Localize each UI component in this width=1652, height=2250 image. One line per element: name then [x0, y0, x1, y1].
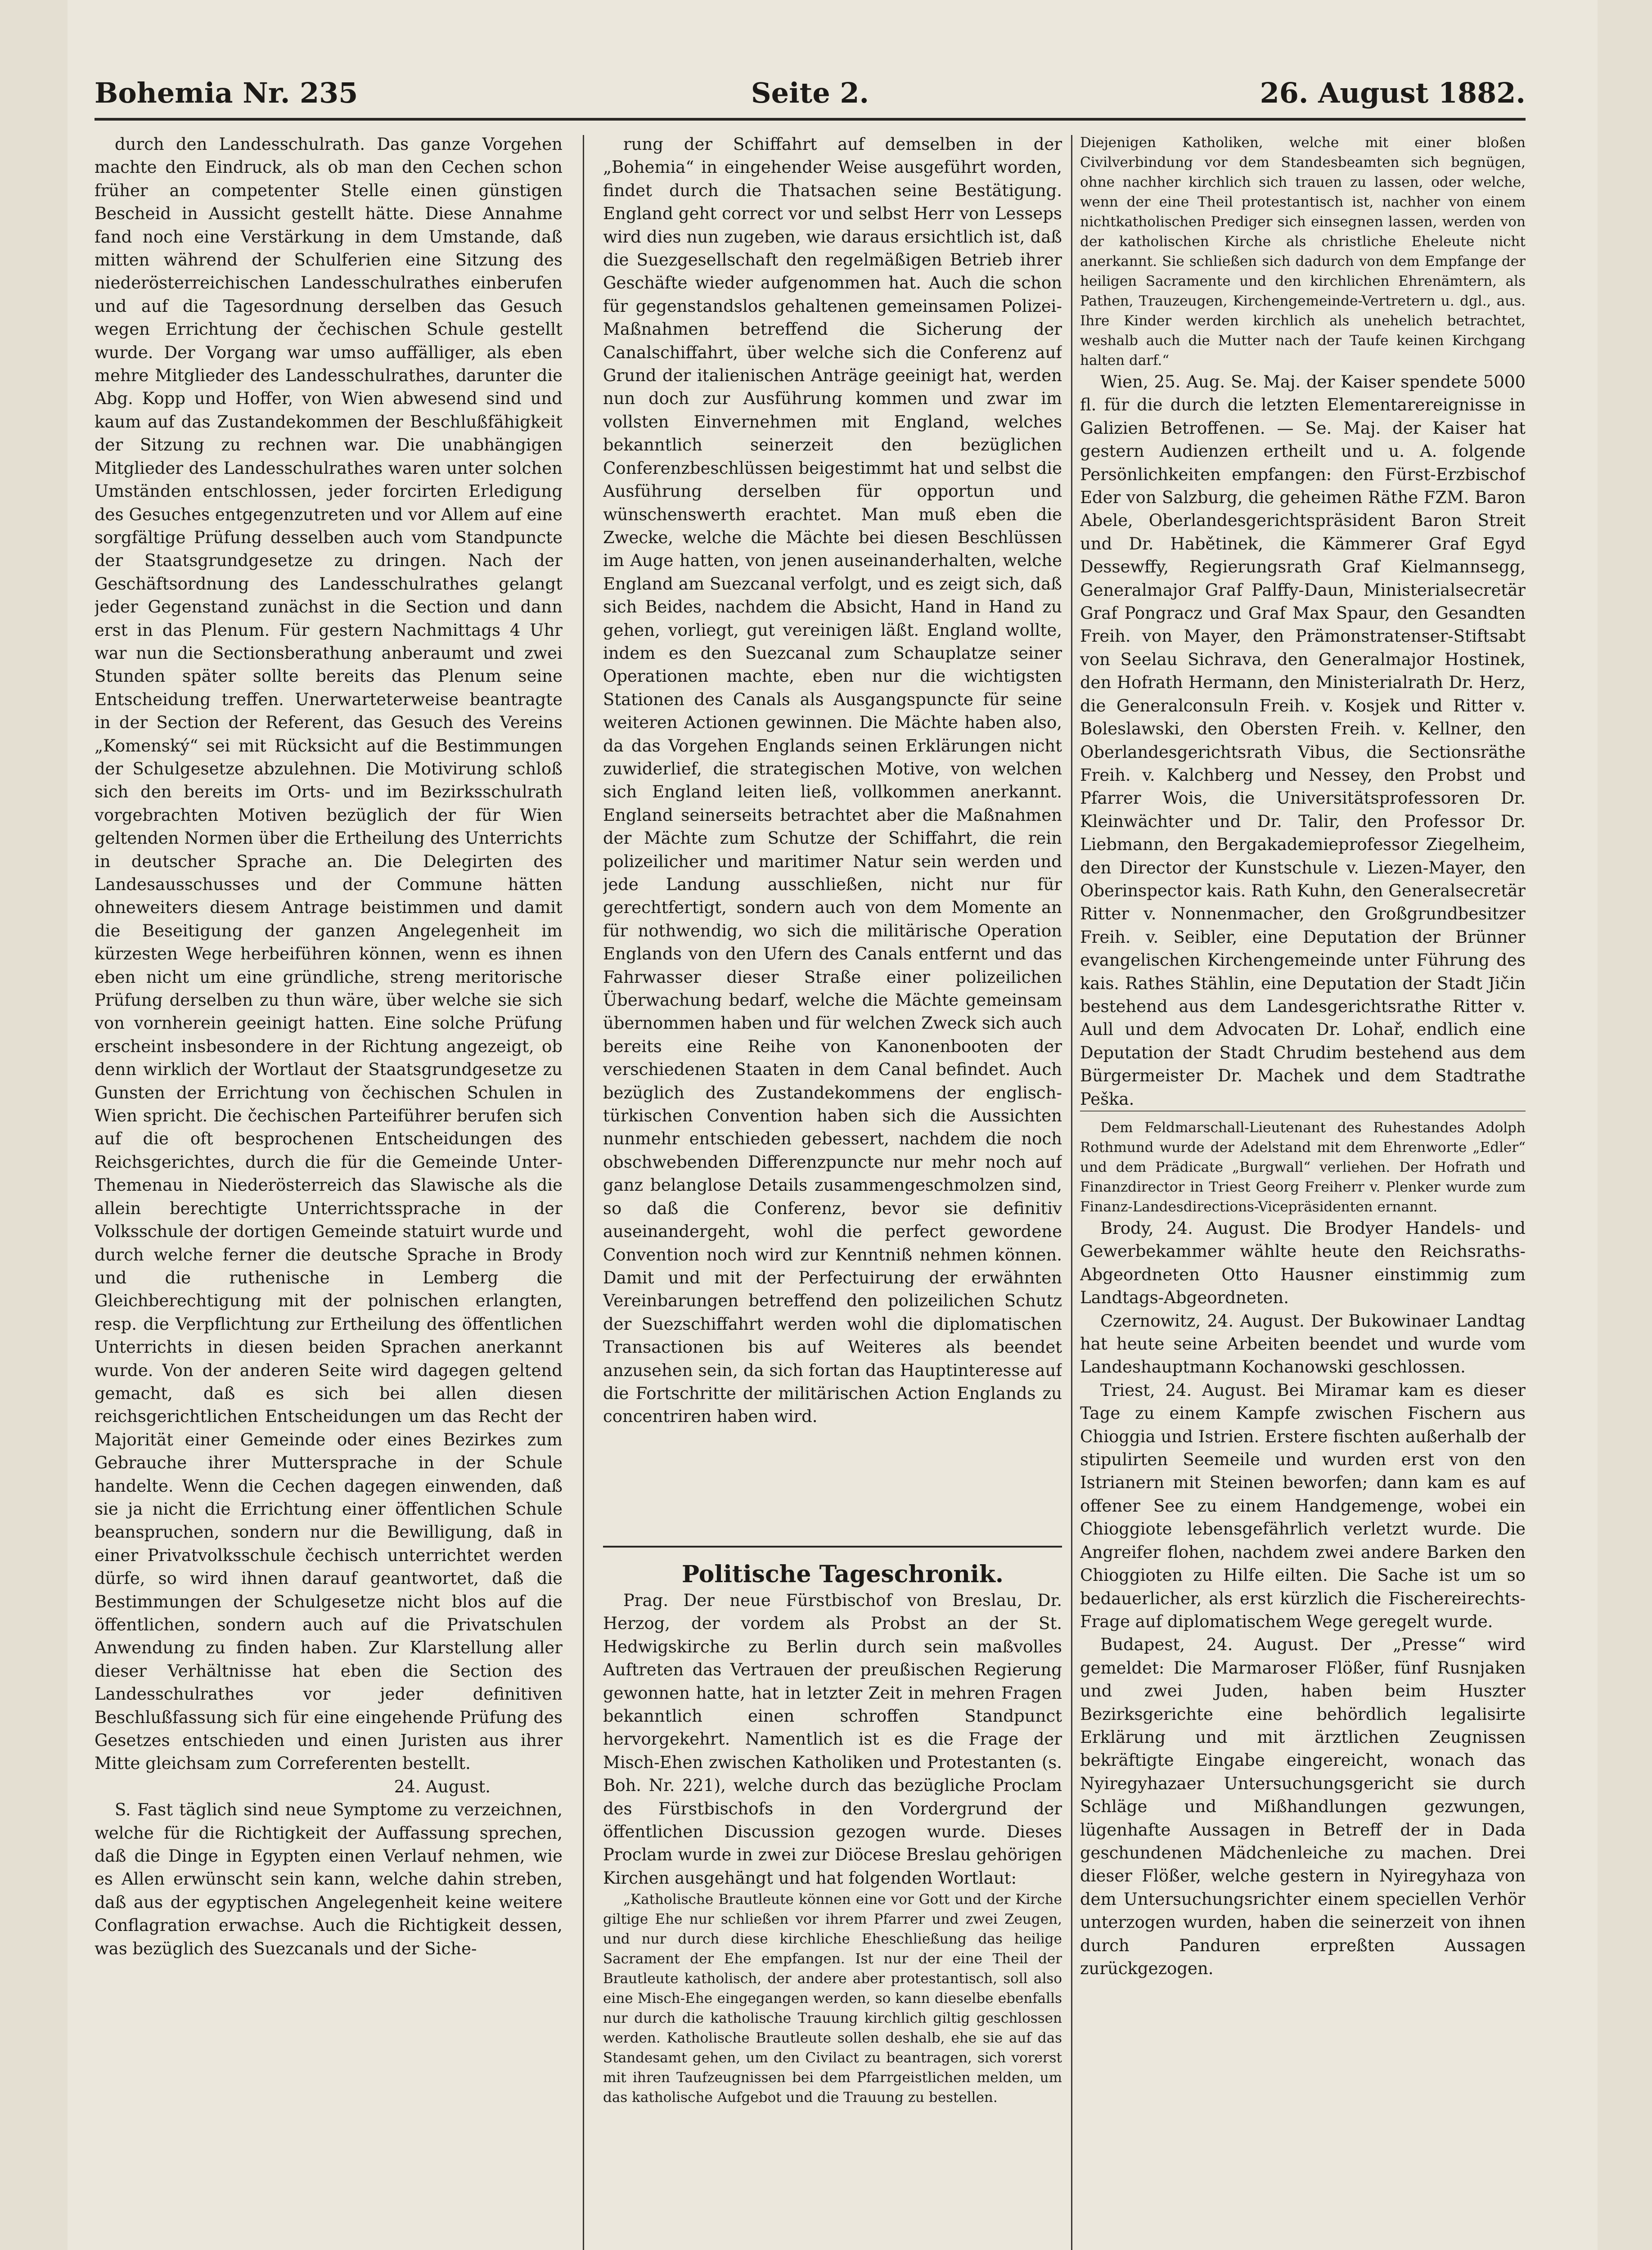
article-text: rung der Schiffahrt auf demselben in der „Bohemia“ in eingehender Weise ausgeführt worden, findet durch die Thatsachen seine Bestätigung. England geht correct vor und selbst Herr von Lesseps wird dies nun zugeben, wie daraus ersichtlich ist, daß die Suezgesellschaft den regelmäßigen Betrieb ihrer Geschäfte wieder aufgenommen hat. Auch die schon für gegenstandslos gehaltenen gemeinsamen Polizei-Maßnahmen betreffend die Sicherung der Canalschiffahrt, über welche sich die Conferenz auf Grund der italienischen Anträge geeinigt hat, werden nun doch zur Ausführung kommen und zwar im vollsten Einvernehmen mit England, welches bekanntlich seinerzeit den bezüglichen Conferenzbeschlüssen beigestimmt hat und selbst die Ausführung derselben für opportun und wünschenswerth erachtet. Man muß eben die Zwecke, welche die Mächte bei diesen Beschlüssen im Auge hatten, von jenen auseinanderhalten, welche England am Suezcanal verfolgt, und es zeigt sich, daß sich Beides, nachdem die Absicht, Hand in Hand zu gehen, vorliegt, gut vereinigen läßt. England wollte, indem es den Suezcanal zum Schauplatze seiner Operationen machte, eben nur die wichtigsten Stationen des Canals als Ausgangspuncte für seine weiteren Actionen gewinnen. Die Mächte haben also, da das Vorgehen Englands seinen Erklärungen nicht zuwiderlief, die strategischen Motive, von welchen sich England leiten ließ, vollkommen anerkannt. England seinerseits betrachtet aber die Maßnahmen der Mächte zum Schutze der Schiffahrt, die rein polizeilicher und maritimer Natur sein werden und jede Landung ausschließen, nicht nur für gerechtfertigt, sondern auch von dem Momente an für nothwendig, wo sich die militärische Operation Englands von den Ufern des Canals entfernt und das Fahrwasser dieser Straße einer polizeilichen Überwachung bedarf, welche die Mächte gemeinsam übernommen haben und für welchen Zweck sich auch bereits eine Reihe von Kanonenbooten der verschiedenen Staaten in dem Canal befindet. Auch bezüglich des Zustandekommens der englisch-türkischen Convention haben sich die Aussichten nunmehr entschieden gebessert, nachdem die noch obschwebenden Differenzpuncte nur mehr noch auf ganz belanglose Details zusammengeschmolzen sind, so daß die Conferenz, bevor sie definitiv auseinandergeht, wohl die perfect gewordene Convention noch wird zur Kenntniß nehmen können. Damit und mit der Perfectuirung der erwähnten Vereinbarungen betreffend den polizeilichen Schutz der Suezschiffahrt werden wohl die diplomatischen Transactionen bis auf Weiteres als beendet anzusehen sein, da sich fortan das Hauptinteresse auf die Fortschritte der militärischen Action Englands zu concentriren haben wird. [603, 135, 1062, 1426]
quoted-proclamation: „Katholische Brautleute können eine vor Gott und der Kirche giltige Ehe nur schließen vor ihrem Pfarrer und zwei Zeugen, und nur durch diese kirchliche Eheschließung das heilige Sacrament der Ehe empfangen. Ist nur der eine Theil der Brautleute katholisch, der andere aber protestantisch, soll also eine Misch-Ehe eingegangen werden, so kann dieselbe ebenfalls nur durch die katholische Trauung kirchlich giltig geschlossen werden. Katholische Brautleute sollen deshalb, ehe sie auf das Standesamt gehen, um den Civilact zu beantragen, sich vorerst mit ihren Taufzeugnissen bei dem Pfarrgeistlichen melden, um das katholische Aufgebot und die Trauung zu bestellen. [603, 1891, 1062, 2106]
news-item: Wien, 25. Aug. Se. Maj. der Kaiser spendete 5000 fl. für die durch die letzten Elementarereignisse in Galizien Betroffenen. — Se. Maj. der Kaiser hat gestern Audienzen ertheilt und u. A. folgende Persönlichkeiten empfangen: den Fürst-Erzbischof Eder von Salzburg, die geheimen Räthe FZM. Baron Abele, Oberlandesgerichtspräsident Baron Streit und Dr. Habětinek, die Kämmerer Graf Egyd Dessewffy, Regierungsrath Graf Kielmannsegg, Generalmajor Graf Palffy-Daun, Ministerialsecretär Graf Pongracz und Graf Max Spaur, den Gesandten Freih. von Mayer, den Prämonstratenser-Stiftsabt von Seelau Sichrava, den Generalmajor Hostinek, den Hofrath Hermann, den Ministerialrath Dr. Herz, die Generalconsuln Freih. v. Kosjek und Ritter v. Boleslawski, den Obersten Freih. v. Kellner, den Oberlandesgerichtsrath Vibus, die Sectionsräthe Freih. v. Kalchberg und Nessey, den Probst und Pfarrer Wois, die Universitätsprofessoren Dr. Kleinwächter und Dr. Talir, den Professor Dr. Liebmann, den Bergakademieprofessor Ziegelheim, den Director der Kunstschule v. Liezen-Mayer, den Oberinspector kais. Rath Kuhn, den Generalsecretär Ritter v. Nonnenmacher, den Großgrundbesitzer Freih. v. Seibler, eine Deputation der Brünner evangelischen Kirchengemeinde unter Führung des kais. Rathes Stählin, eine Deputation der Stadt Jičin bestehend aus dem Landesgerichtsrathe Ritter v. Aull und dem Advocaten Dr. Lohař, endlich eine Deputation der Stadt Chrudim bestehend aus dem Bürgermeister Dr. Machek und dem Stadtrathe Peška. [1080, 372, 1526, 1109]
article-text: S. Fast täglich sind neue Symptome zu verzeichnen, welche für die Richtigkeit der Auffassung sprechen, daß die Dinge in Egypten einen Verlauf nehmen, wie es Allen erwünscht sein kann, welche dahin streben, daß aus der egyptischen Angelegenheit keine weitere Conflagration erwachse. Auch die Richtigkeit dessen, was bezüglich des Suezcanals und der Siche- [95, 1800, 563, 1958]
masthead-issue: Bohemia Nr. 235 [95, 76, 358, 109]
issue-date: 26. August 1882. [1260, 76, 1526, 109]
quoted-proclamation-continued: Diejenigen Katholiken, welche mit einer bloßen Civilverbindung vor dem Standesbeamten sich begnügen, ohne nachher kirchlich sich trauen zu lassen, oder welche, wenn der eine Theil protestantisch ist, nachher von einem nichtkatholischen Prediger sich einsegnen lassen, werden von der katholischen Kirche als christliche Eheleute nicht anerkannt. Sie schließen sich dadurch von dem Empfange der heiligen Sacramente und den kirchlichen Ehrenämtern, als Pathen, Trauzeugen, Kirchengemeinde-Vertretern u. dgl., aus. Ihre Kinder werden kirchlich als unehelich betrachtet, weshalb auch die Mutter nach der Taufe keinen Kirchgang halten darf.“ [1080, 135, 1526, 369]
page-number: Seite 2. [751, 76, 869, 109]
header-rule [95, 118, 1526, 121]
dateline: 24. August. [394, 1777, 491, 1796]
news-item: Budapest, 24. August. Der „Presse“ wird gemeldet: Die Marmaroser Flößer, fünf Rusnjaken und zwei Juden, haben beim Huszter Bezirksgerichte eine behördlich legalisirte Erklärung und mit ärztlichen Zeugnissen bekräftigte Eingabe eingereicht, wonach das Nyiregyhazaer Untersuchungsgericht sie durch Schläge und Mißhandlungen gezwungen, lügenhafte Aussagen in Betreff der in Dada geschundenen Mädchenleiche zu machen. Drei dieser Flößer, welche gestern in Nyiregyhaza von dem Untersuchungsrichter einem speciellen Verhör unterzogen wurden, haben die seinerzeit von ihnen durch Panduren erpreßten Aussagen zurückgezogen. [1080, 1635, 1526, 1978]
article-text: durch den Landesschulrath. Das ganze Vorgehen machte den Eindruck, als ob man den Cechen schon früher an competenter Stelle einen günstigen Bescheid in Aussicht gestellt hätte. Diese Annahme fand noch eine Verstärkung in dem Umstande, daß mitten während der Schulferien eine Sitzung des niederösterreichischen Landesschulrathes einberufen und auf die Tagesordnung derselben das Gesuch wegen Errichtung der čechischen Schule gestellt wurde. Der Vorgang war umso auffälliger, als eben mehre Mitglieder des Landesschulrathes, darunter die Abg. Kopp und Hoffer, von Wien abwesend sind und kaum auf das Zustandekommen der Beschlußfähigkeit der Sitzung zu rechnen war. Die unabhängigen Mitglieder des Landesschulrathes waren unter solchen Umständen entschlossen, jeder forcirten Erledigung des Gesuches entgegenzutreten und vor Allem auf eine sorgfältige Prüfung desselben auch vom Standpuncte der Staatsgrundgesetze zu dringen. Nach der Geschäftsordnung des Landesschulrathes gelangt jeder Gegenstand zunächst in die Section und dann erst in das Plenum. Für gestern Nachmittags 4 Uhr war nun die Sectionsberathung anberaumt und zwei Stunden später sollte bereits das Plenum seine Entscheidung treffen. Unerwarteterweise beantragte in der Section der Referent, das Gesuch des Vereins „Komenský“ sei mit Rücksicht auf die Bestimmungen der Schulgesetze abzulehnen. Die Motivirung schloß sich den bereits im Orts- und im Bezirksschulrath vorgebrachten Motiven bezüglich der für Wien geltenden Normen über die Ertheilung des Unterrichts in deutscher Sprache an. Die Delegirten des Landesausschusses und der Commune hätten ohneweiters diesem Antrage beistimmen und damit die Beseitigung der ganzen Angelegenheit im kürzesten Wege herbeiführen können, wenn es ihnen eben nicht um eine gründliche, streng meritorische Prüfung derselben zu thun wäre, über welche sie sich von vornherein geeinigt hatten. Eine solche Prüfung erscheint insbesondere in der Richtung angezeigt, ob denn wirklich der Wortlaut der Staatsgrundgesetze zu Gunsten der Errichtung von čechischen Schulen in Wien spricht. Die čechischen Parteiführer berufen sich auf die oft besprochenen Entscheidungen des Reichsgerichtes, durch die für die Gemeinde Unter-Themenau in Niederösterreich das Slawische als die allein berechtigte Unterrichtssprache in der Volksschule der dortigen Gemeinde statuirt wurde und durch welche ferner die deutsche Sprache in Brody und die ruthenische in Lemberg die Gleichberechtigung mit der polnischen erlangten, resp. die Verpflichtung zur Ertheilung des öffentlichen Unterrichts in diesen beiden Sprachen anerkannt wurde. Von der anderen Seite wird dagegen geltend gemacht, daß es sich bei allen diesen reichsgerichtlichen Entscheidungen um das Recht der Majorität einer Gemeinde oder eines Bezirkes zum Gebrauche ihrer Muttersprache in der Schule handelte. Wenn die Cechen dagegen einwenden, daß sie ja nicht die Errichtung einer öffentlichen Schule beanspruchen, sondern nur die Bewilligung, daß in einer Privatvolksschule čechisch unterrichtet werden dürfe, so wird ihnen darauf geantwortet, daß die Bestimmungen der Schulgesetze nicht blos auf die öffentlichen, sondern auch auf die Privatschulen Anwendung zu finden haben. Zur Klarstellung aller dieser Verhältnisse hat eben die Section des Landesschulrathes vor jeder definitiven Beschlußfassung sich für eine eingehende Prüfung des Gesetzes entschieden und einen Juristen aus ihrer Mitte gleichsam zum Correferenten bestellt. [95, 135, 563, 1773]
news-item: Triest, 24. August. Bei Miramar kam es dieser Tage zu einem Kampfe zwischen Fischern aus Chioggia und Istrien. Erstere fischten außerhalb der stipulirten Seemeile und wurden erst von den Istrianern mit Steinen beworfen; dann kam es auf offener See zu einem Handgemenge, wobei ein Chioggiote lebensgefährlich verletzt wurde. Die Angreifer flohen, nachdem zwei andere Barken den Chioggioten zu Hilfe eilten. Die Sache ist um so bedauerlicher, als erst kürzlich die Fischereirechts-Frage auf diplomatischem Wege geregelt wurde. [1080, 1380, 1526, 1631]
page-header [95, 63, 1526, 112]
section-heading: Politische Tageschronik. [603, 1546, 1062, 1589]
column-divider [583, 135, 584, 2250]
column-3 [1080, 133, 1526, 2250]
small-print-notice: Dem Feldmarschall-Lieutenant des Ruhestandes Adolph Rothmund wurde der Adelstand mit dem Ehrenworte „Edler“ und dem Prädicate „Burgwall“ verliehen. Der Hofrath und Finanzdirector in Triest Georg Freiherr v. Plenker wurde zum Finanz-Landesdirections-Vicepräsidenten ernannt. [1080, 1111, 1526, 1217]
news-item: Czernowitz, 24. August. Der Bukowinaer Landtag hat heute seine Arbeiten beendet und wurde vom Landeshauptmann Kochanowski geschlossen. [1080, 1311, 1526, 1377]
column-1 [95, 133, 563, 2250]
news-item: Brody, 24. August. Die Brodyer Handels- und Gewerbekammer wählte heute den Reichsraths-Abgeordneten Otto Hausner einstimmig zum Landtags-Abgeordneten. [1080, 1219, 1526, 1308]
column-divider [1071, 135, 1072, 2250]
article-text: Prag. Der neue Fürstbischof von Breslau, Dr. Herzog, der vordem als Probst an der St. Hedwigskirche zu Berlin durch sein maßvolles Auftreten das Vertrauen der preußischen Regierung gewonnen hatte, hat in letzter Zeit in mehren Fragen bekanntlich einen schroffen Standpunct hervorgekehrt. Namentlich ist es die Frage der Misch-Ehen zwischen Katholiken und Protestanten (s. Boh. Nr. 221), welche durch das bezügliche Proclam des Fürstbischofs in den Vordergrund der öffentlichen Discussion gezogen wurde. Dieses Proclam wurde in zwei zur Diöcese Breslau gehörigen Kirchen ausgehängt und hat folgenden Wortlaut: [603, 1591, 1062, 1888]
column-2 [603, 133, 1062, 2250]
